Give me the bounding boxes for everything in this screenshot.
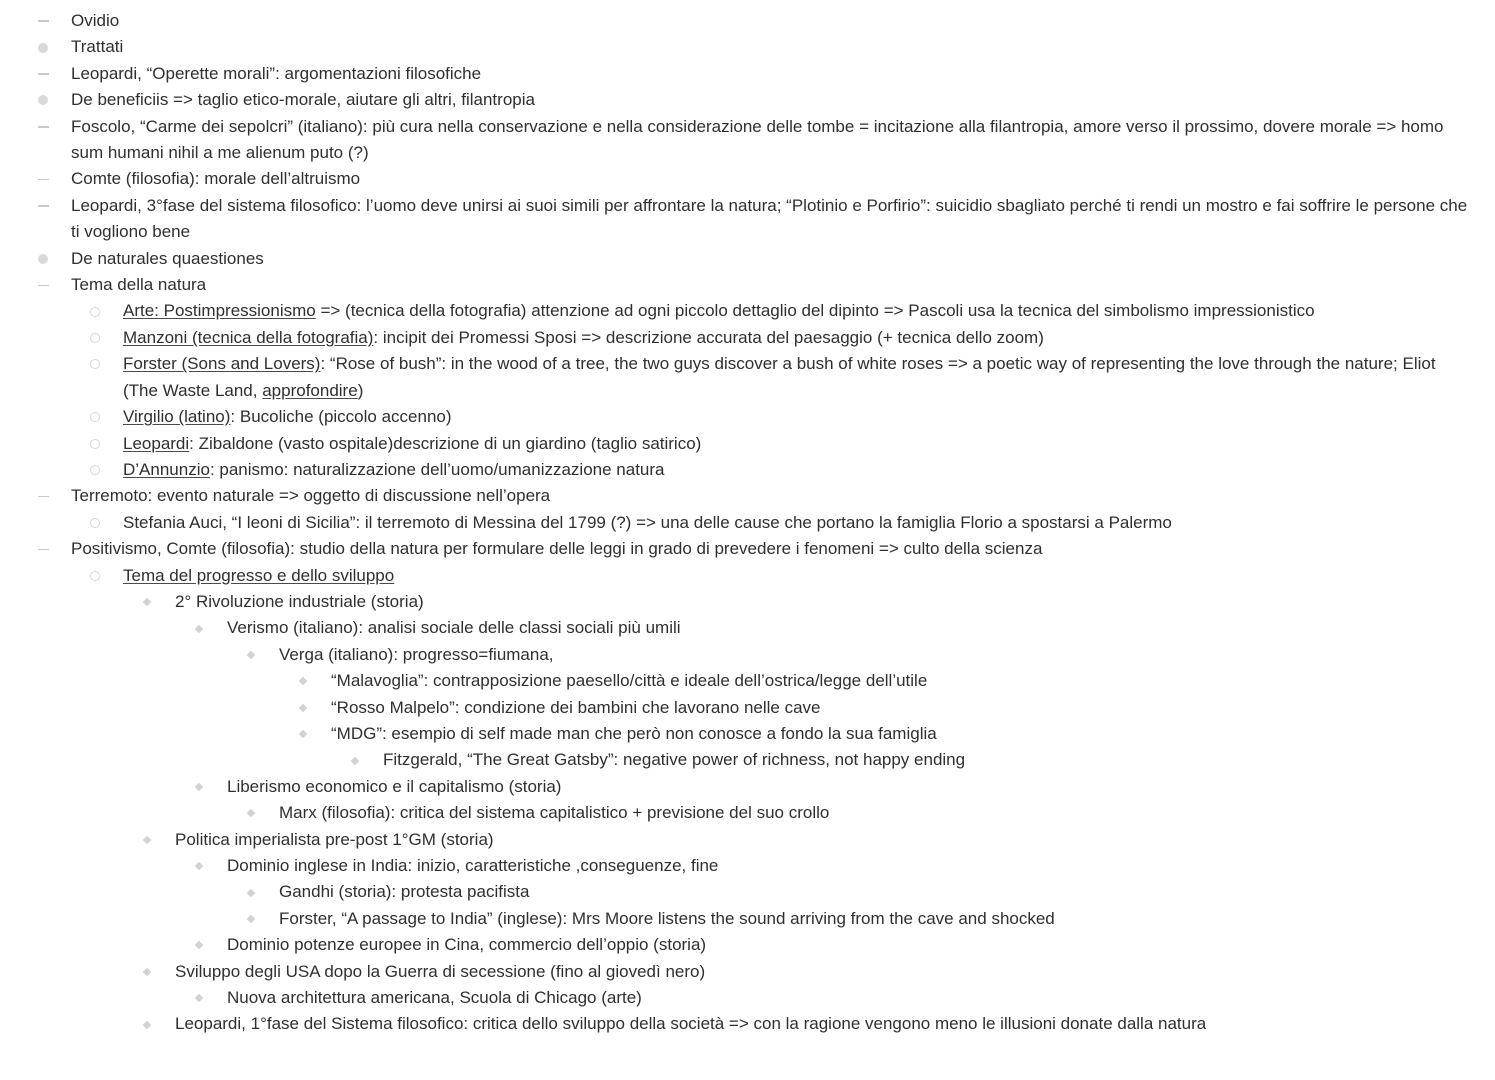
outline-item[interactable] [0, 510, 1495, 536]
item-text: : panismo: naturalizzazione dell’uomo/umanizzazione natura [209, 459, 665, 479]
outline-item[interactable] [0, 932, 1495, 958]
outline-item[interactable] [0, 721, 1495, 747]
item-text: : “Rose of bush”: in the wood of a tree, the two guys discover a bush of white roses => a poetic way of representing the love through the nature; Eliot (The Waste Land, [123, 354, 1436, 400]
diamond-bullet-icon [191, 774, 207, 800]
circle-bullet-icon [87, 351, 103, 377]
diamond-bullet-icon [347, 747, 363, 773]
item-text: Terremoto: evento naturale => oggetto di discussione nell’opera [71, 486, 551, 506]
outline-item[interactable] [0, 800, 1495, 826]
outline-item[interactable] [0, 34, 1495, 60]
diamond-bullet-icon [191, 853, 207, 879]
item-text: : Zibaldone (vasto ospitale)descrizione di un giardino (taglio satirico) [189, 433, 702, 453]
diamond-bullet-icon [243, 800, 259, 826]
circle-bullet-icon [87, 431, 103, 457]
outline-item[interactable] [0, 325, 1495, 351]
underlined-text: D’Annunzio [123, 459, 210, 479]
item-text: Politica imperialista pre-post 1°GM (storia) [175, 829, 494, 849]
diamond-bullet-icon [243, 642, 259, 668]
outline-item[interactable] [0, 536, 1495, 562]
dot-bullet-icon [35, 34, 51, 60]
item-text: Positivismo, Comte (filosofia): studio della natura per formulare delle leggi in grado di prevedere i fenomeni => culto della scienza [71, 539, 1043, 559]
circle-bullet-icon [87, 325, 103, 351]
item-text: Dominio potenze europee in Cina, commercio dell’oppio (storia) [227, 935, 707, 955]
underlined-text: Tema del progresso e dello sviluppo [123, 565, 395, 585]
outline-item[interactable] [0, 563, 1495, 589]
item-text: Leopardi, 3°fase del sistema filosofico: l’uomo deve unirsi ai suoi simili per affrontare la natura; “Plotinio e Porfirio”: suicidio sbagliato perché ti rendi un mostro e fai soffrire le persone che ti vogliono bene [71, 195, 1468, 242]
diamond-bullet-icon [295, 721, 311, 747]
dot-bullet-icon [35, 87, 51, 113]
diamond-bullet-icon [295, 695, 311, 721]
diamond-bullet-icon [191, 932, 207, 958]
item-text: Foscolo, “Carme dei sepolcri” (italiano): più cura nella conservazione e nella considerazione delle tombe = incitazione alla filantropia, amore verso il prossimo, dovere morale => homo sum humani nihil a me alienum puto (?) [71, 116, 1444, 163]
outline-item[interactable] [0, 404, 1495, 430]
item-text: Marx (filosofia): critica del sistema capitalistico + previsione del suo crollo [279, 803, 830, 823]
diamond-bullet-icon [139, 959, 155, 985]
outline-item[interactable] [0, 774, 1495, 800]
item-text: : incipit dei Promessi Sposi => descrizione accurata del paesaggio (+ tecnica dello zoom) [373, 327, 1044, 347]
item-text: Leopardi, 1°fase del Sistema filosofico: critica dello sviluppo della società => con la ragione vengono meno le illusioni donate dalla natura [175, 1014, 1207, 1034]
dash-bullet-icon [35, 114, 51, 140]
circle-bullet-icon [87, 563, 103, 589]
item-text: Ovidio [71, 11, 120, 30]
item-text: => (tecnica della fotografia) attenzione ad ogni piccolo dettaglio del dipinto => Pascoli usa la tecnica del simbolismo impressionistico [315, 301, 1315, 321]
underlined-text: Leopardi [123, 433, 190, 453]
circle-bullet-icon [87, 404, 103, 430]
item-text: “Malavoglia”: contrapposizione paesello/città e ideale dell’ostrica/legge dell’utile [331, 671, 928, 691]
diamond-bullet-icon [295, 668, 311, 694]
item-text: Forster, “A passage to India” (inglese): Mrs Moore listens the sound arriving from the cave and shocked [279, 908, 1055, 928]
diamond-bullet-icon [139, 1011, 155, 1037]
item-text: Sviluppo degli USA dopo la Guerra di secessione (fino al giovedì nero) [175, 961, 706, 981]
item-text: Stefania Auci, “I leoni di Sicilia”: il terremoto di Messina del 1799 (?) => una delle cause che portano la famiglia Florio a spostarsi a Palermo [123, 512, 1172, 532]
outline-item[interactable] [0, 747, 1495, 773]
diamond-bullet-icon [191, 985, 207, 1011]
outline-item[interactable] [0, 906, 1495, 932]
item-text: ) [357, 380, 364, 400]
item-text: Fitzgerald, “The Great Gatsby”: negative power of richness, not happy ending [383, 750, 966, 770]
item-text: Nuova architettura americana, Scuola di Chicago (arte) [227, 988, 642, 1008]
item-text: Leopardi, “Operette morali”: argomentazioni filosofiche [71, 63, 482, 83]
item-text: Tema della natura [71, 275, 207, 295]
diamond-bullet-icon [191, 615, 207, 641]
dash-bullet-icon [35, 483, 51, 509]
circle-bullet-icon [87, 457, 103, 483]
item-text: Verismo (italiano): analisi sociale delle classi sociali più umili [227, 618, 681, 638]
outline-item[interactable] [0, 985, 1495, 1011]
outline-item[interactable] [0, 483, 1495, 509]
dash-bullet-icon [35, 536, 51, 562]
outline-item[interactable] [0, 853, 1495, 879]
outline-item[interactable] [0, 246, 1495, 272]
outline-item[interactable] [0, 668, 1495, 694]
diamond-bullet-icon [139, 827, 155, 853]
dash-bullet-icon [35, 61, 51, 87]
item-text: : Bucoliche (piccolo accenno) [230, 407, 452, 427]
item-text: “MDG”: esempio di self made man che però non conosce a fondo la sua famiglia [331, 723, 937, 743]
item-text: Comte (filosofia): morale dell’altruismo [71, 169, 361, 189]
outline-item[interactable] [0, 879, 1495, 905]
underlined-text: Forster (Sons and Lovers) [123, 354, 321, 374]
item-text: Dominio inglese in India: inizio, caratteristiche ,conseguenze, fine [227, 856, 719, 875]
dot-bullet-icon [35, 246, 51, 272]
diamond-bullet-icon [243, 906, 259, 932]
outline-item[interactable] [0, 298, 1495, 324]
outline-item[interactable] [0, 87, 1495, 113]
outline-item[interactable] [0, 589, 1495, 615]
outline-item[interactable] [0, 827, 1495, 853]
outline-item[interactable] [0, 959, 1495, 985]
item-text: “Rosso Malpelo”: condizione dei bambini che lavorano nelle cave [331, 697, 821, 717]
outline-item[interactable] [0, 431, 1495, 457]
item-text: Trattati [71, 37, 124, 57]
outline-item[interactable] [0, 114, 1495, 167]
item-text: Liberismo economico e il capitalismo (storia) [227, 776, 562, 796]
diamond-bullet-icon [243, 879, 259, 905]
underlined-text: approfondire [262, 380, 358, 400]
outline-item[interactable] [0, 642, 1495, 668]
outline-item[interactable] [0, 166, 1495, 192]
outline-item[interactable] [0, 1011, 1495, 1037]
outline-item[interactable] [0, 695, 1495, 721]
outline-item[interactable] [0, 457, 1495, 483]
outline-item[interactable] [0, 8, 1495, 34]
dash-bullet-icon [35, 166, 51, 192]
underlined-text: Virgilio (latino) [123, 407, 231, 427]
dash-bullet-icon [35, 272, 51, 298]
diamond-bullet-icon [139, 589, 155, 615]
underlined-text: Manzoni (tecnica della fotografia) [123, 327, 374, 347]
dash-bullet-icon [35, 8, 51, 34]
item-text: Gandhi (storia): protesta pacifista [279, 882, 530, 902]
underlined-text: Arte: Postimpressionismo [123, 301, 316, 321]
item-text: De beneficiis => taglio etico-morale, aiutare gli altri, filantropia [71, 90, 535, 110]
circle-bullet-icon [87, 510, 103, 536]
item-text: De naturales quaestiones [71, 248, 264, 268]
item-text: 2° Rivoluzione industriale (storia) [175, 591, 424, 611]
outline-item[interactable] [0, 272, 1495, 298]
outline-item[interactable] [0, 351, 1495, 404]
circle-bullet-icon [87, 298, 103, 324]
outline-item[interactable] [0, 193, 1495, 246]
item-text: Verga (italiano): progresso=fiumana, [279, 644, 554, 664]
dash-bullet-icon [35, 193, 51, 219]
outline-item[interactable] [0, 615, 1495, 641]
outline-item[interactable] [0, 61, 1495, 87]
